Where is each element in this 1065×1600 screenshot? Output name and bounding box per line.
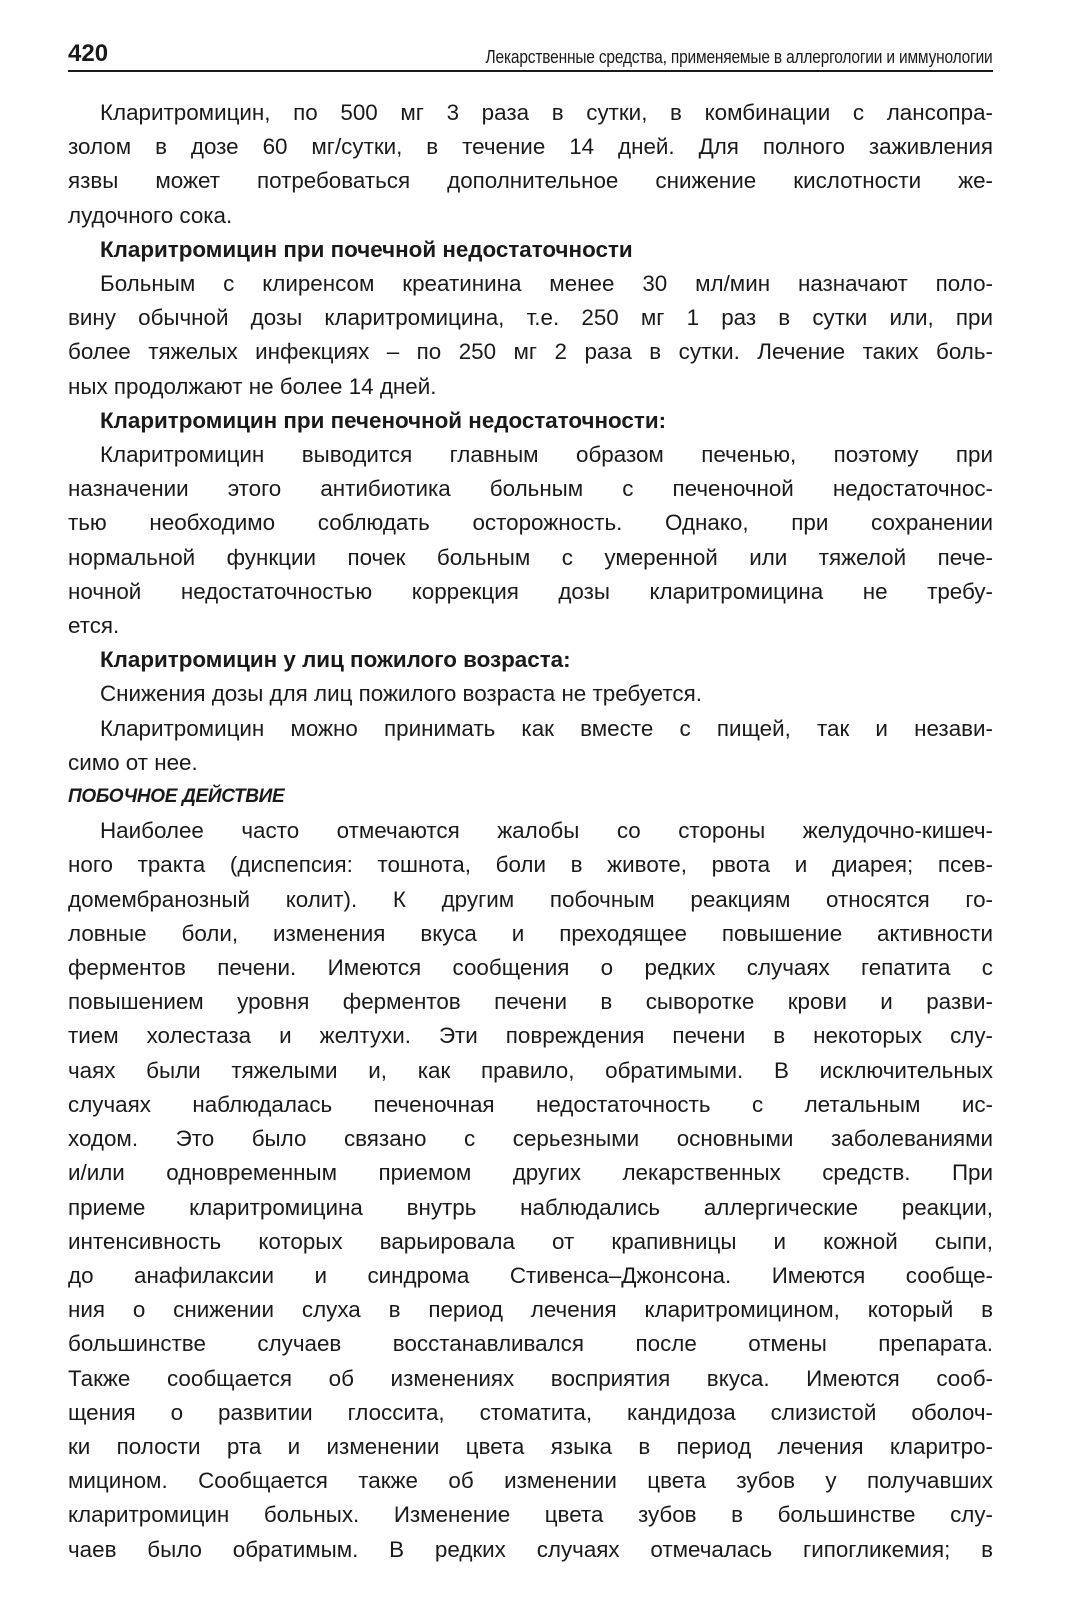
text-line: Наиболее часто отмечаются жалобы со стороны желудочно-кишеч- <box>100 818 993 844</box>
page-number: 420 <box>68 40 109 67</box>
paragraph <box>68 438 993 643</box>
paragraph <box>68 267 993 404</box>
text-line: Снижения дозы для лиц пожилого возраста не требуется. <box>100 681 702 707</box>
text-line: мицином. Сообщается также об изменении цвета зубов у получавших <box>68 1468 993 1494</box>
text-line: домембранозный колит). К другим побочным реакциям относятся го- <box>68 886 993 912</box>
text-line: до анафилаксии и синдрома Стивенса–Джонсона. Имеются сообще- <box>68 1262 993 1288</box>
paragraph <box>68 96 993 233</box>
paragraph <box>68 677 993 711</box>
text-line: ния о снижении слуха в период лечения кларитромицином, который в <box>68 1297 993 1323</box>
text-line: щения о развитии глоссита, стоматита, кандидоза слизистой оболоч- <box>68 1399 993 1425</box>
subheading: Кларитромицин при почечной недостаточности <box>100 236 633 262</box>
text-line: и/или одновременным приемом других лекарственных средств. При <box>68 1160 993 1186</box>
text-line: ферментов печени. Имеются сообщения о редких случаях гепатита с <box>68 955 993 981</box>
text-line: большинстве случаев восстанавливался после отмены препарата. <box>68 1331 993 1357</box>
text-line: приеме кларитромицина внутрь наблюдались аллергические реакции, <box>68 1194 993 1220</box>
text-line: Также сообщается об изменениях восприятия вкуса. Имеются сооб- <box>68 1365 993 1391</box>
text-line: тием холестаза и желтухи. Эти повреждения печени в некоторых слу- <box>68 1023 993 1049</box>
text-line: ходом. Это было связано с серьезными основными заболеваниями <box>68 1126 993 1152</box>
text-line: случаях наблюдалась печеночная недостаточность с летальным ис- <box>68 1091 993 1117</box>
text-line: ловные боли, изменения вкуса и преходящее повышение активности <box>68 920 993 946</box>
text-line: нормальной функции почек больным с умеренной или тяжелой пече- <box>68 544 993 570</box>
text-line: язвы может потребоваться дополнительное снижение кислотности же- <box>68 168 993 194</box>
text-line: чаях были тяжелыми и, как правило, обратимыми. В исключительных <box>68 1057 993 1083</box>
text-line: лудочного сока. <box>68 202 233 228</box>
paragraph <box>68 814 993 1566</box>
text-line: Кларитромицин можно принимать как вместе с пищей, так и незави- <box>100 715 993 741</box>
text-line: Кларитромицин выводится главным образом печенью, поэтому при <box>100 442 993 468</box>
subheading: Кларитромицин у лиц пожилого возраста: <box>100 647 571 673</box>
text-line: ного тракта (диспепсия: тошнота, боли в животе, рвота и диарея; псев- <box>68 852 993 878</box>
text-line: более тяжелых инфекциях – по 250 мг 2 раза в сутки. Лечение таких боль- <box>68 339 993 365</box>
paragraph <box>68 712 993 780</box>
running-title: Лекарственные средства, применяемые в аллергологии и иммунологии <box>486 47 993 67</box>
text-line: ночной недостаточностью коррекция дозы кларитромицина не требу- <box>68 578 993 604</box>
text-line: чаев было обратимым. В редких случаях отмечалась гипогликемия; в <box>68 1536 993 1562</box>
text-line: ется. <box>68 613 120 639</box>
section-heading: ПОБОЧНОЕ ДЕЙСТВИЕ <box>68 786 285 808</box>
text-line: Кларитромицин, по 500 мг 3 раза в сутки, в комбинации с лансопра- <box>100 100 993 125</box>
text-line: тью необходимо соблюдать осторожность. Однако, при сохранении <box>68 510 993 536</box>
text-line: золом в дозе 60 мг/сутки, в течение 14 дней. Для полного заживления <box>68 134 993 160</box>
text-line: ки полости рта и изменении цвета языка в период лечения кларитро- <box>68 1433 993 1459</box>
document-page <box>68 30 993 1567</box>
text-line: Больным с клиренсом креатинина менее 30 мл/мин назначают поло- <box>100 271 993 297</box>
text-line: симо от нее. <box>68 749 198 775</box>
text-line: интенсивность которых варьировала от крапивницы и кожной сыпи, <box>68 1228 993 1254</box>
subheading: Кларитромицин при печеночной недостаточности: <box>100 407 667 433</box>
text-line: вину обычной дозы кларитромицина, т.е. 250 мг 1 раз в сутки или, при <box>68 305 993 331</box>
text-line: кларитромицин больных. Изменение цвета зубов в большинстве слу- <box>68 1502 993 1528</box>
text-line: повышением уровня ферментов печени в сыворотке крови и разви- <box>68 989 993 1015</box>
body-text <box>68 96 993 1567</box>
text-line: ных продолжают не более 14 дней. <box>68 373 437 399</box>
running-header <box>68 30 993 72</box>
text-line: назначении этого антибиотика больным с печеночной недостаточнос- <box>68 476 993 502</box>
